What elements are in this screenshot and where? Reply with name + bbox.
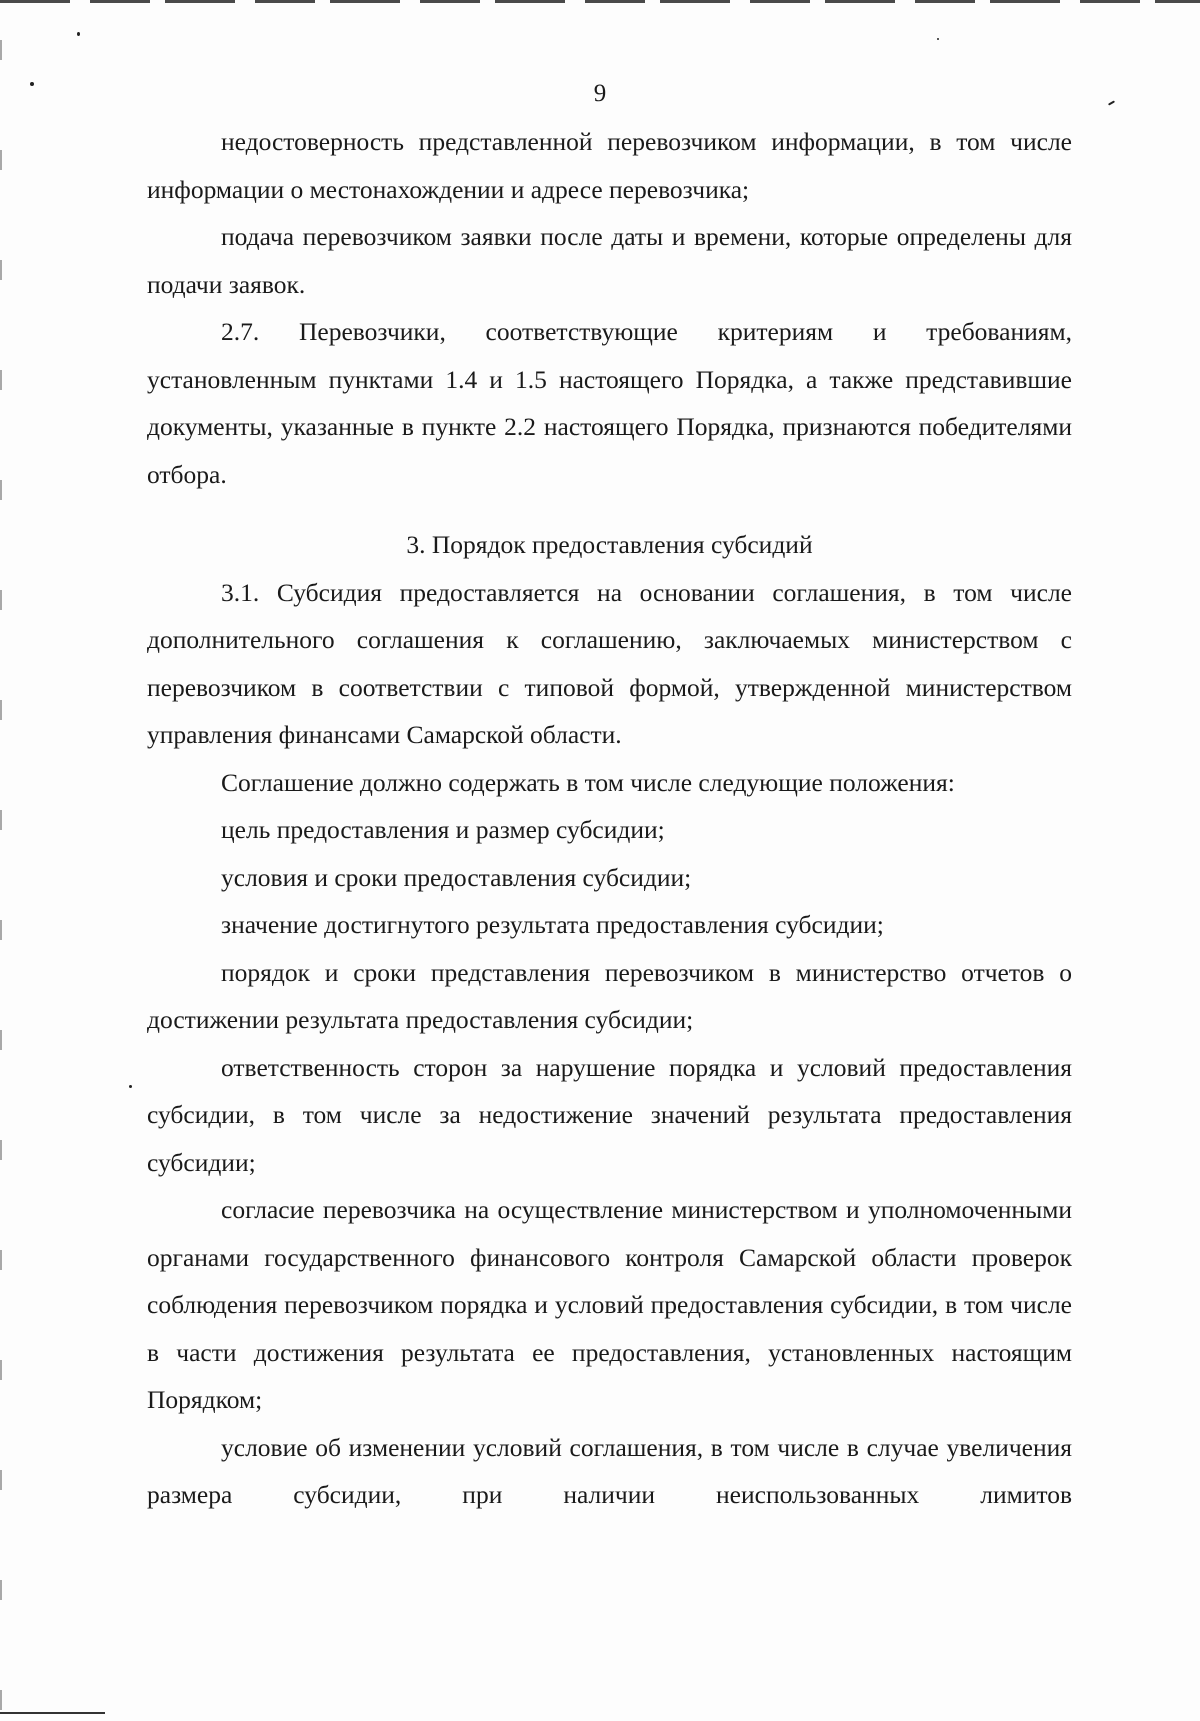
scan-edge-left bbox=[0, 0, 2, 1721]
scan-speck bbox=[937, 38, 939, 40]
list-item: условие об изменении условий соглашения, в том числе в случае увеличения размера субсидии, при наличии неиспользованных лимитов bbox=[147, 1432, 1072, 1509]
list-item: ответственность сторон за нарушение порядка и условий предоставления субсидии, в том числе за недостижение значений результата предоставления субсидии; bbox=[147, 1052, 1072, 1177]
list-item: условия и сроки предоставления субсидии; bbox=[221, 862, 692, 892]
list-item: порядок и сроки представления перевозчиком в министерство отчетов о достижении результата предоставления субсидии; bbox=[147, 957, 1072, 1034]
paragraph: Соглашение должно содержать в том числе следующие положения: bbox=[221, 767, 955, 797]
scan-edge-top bbox=[0, 0, 1200, 3]
scan-speck bbox=[77, 32, 80, 36]
section-heading: 3. Порядок предоставления субсидий bbox=[406, 530, 813, 559]
paragraph: 2.7. Перевозчики, соответствующие критериям и требованиям, установленным пунктами 1.4 и 1.5 настоящего Порядка, а также представившие документы, указанные в пункте 2.2 настоящего Порядка, признаются победителями отбора. bbox=[147, 317, 1072, 489]
page-number: 9 bbox=[593, 80, 607, 107]
scan-speck bbox=[129, 1085, 132, 1088]
list-item: значение достигнутого результата предоставления субсидии; bbox=[221, 910, 884, 939]
list-item: согласие перевозчика на осуществление министерством и уполномоченными органами государственного финансового контроля Самарской области проверок соблюдения перевозчиком порядка и условий предоставления субсидии, в том числе в части достижения результата ее предоставления, установленных настоящим Порядком; bbox=[147, 1195, 1072, 1414]
scan-edge-bottom bbox=[0, 1712, 105, 1714]
document-body bbox=[147, 118, 1072, 1519]
list-item: цель предоставления и размер субсидии; bbox=[221, 815, 665, 844]
paragraph: 3.1. Субсидия предоставляется на основании соглашения, в том числе дополнительного соглашения к соглашению, заключаемых министерством с перевозчиком в соответствии с типовой формой, утвержденной министерством управления финансами Самарской области. bbox=[147, 577, 1072, 749]
paragraph: недостоверность представленной перевозчиком информации, в том числе информации о местонахождении и адресе перевозчика; bbox=[147, 127, 1072, 204]
paragraph: подача перевозчиком заявки после даты и времени, которые определены для подачи заявок. bbox=[147, 222, 1072, 299]
